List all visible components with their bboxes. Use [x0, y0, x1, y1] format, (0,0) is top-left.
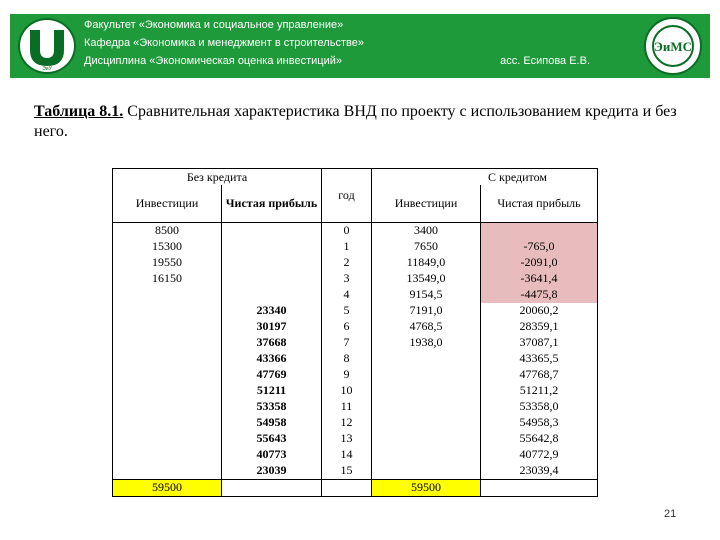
year-cell: 1	[322, 239, 372, 255]
profit-without-cell: 23039	[222, 463, 322, 480]
investments-with-cell	[372, 447, 481, 463]
investments-without-cell	[113, 303, 222, 319]
profit-without-cell: 40773	[222, 447, 322, 463]
profit-with-cell	[481, 222, 598, 239]
year-cell: 8	[322, 351, 372, 367]
irr-comparison-table	[112, 168, 598, 497]
investments-with-cell: 13549,0	[372, 271, 481, 287]
investments-without-cell	[113, 319, 222, 335]
year-cell: 6	[322, 319, 372, 335]
year-cell: 9	[322, 367, 372, 383]
table-row	[113, 271, 598, 287]
profit-without-cell: 23340	[222, 303, 322, 319]
table-row	[113, 367, 598, 383]
total-empty-cell	[322, 479, 372, 496]
header-profit-without: Чистая прибыль	[222, 185, 322, 222]
table-row	[113, 351, 598, 367]
header-investments-with: Инвестиции	[372, 185, 481, 222]
faculty-name: Факультет «Экономика и социальное управление»	[84, 19, 344, 31]
year-cell: 5	[322, 303, 372, 319]
profit-with-cell: 51211,2	[481, 383, 598, 399]
profit-without-cell	[222, 287, 322, 303]
year-cell: 2	[322, 255, 372, 271]
table-row	[113, 239, 598, 255]
svg-text:ЭиУ: ЭиУ	[42, 66, 52, 72]
table-row	[113, 415, 598, 431]
profit-with-cell: -3641,4	[481, 271, 598, 287]
profit-without-cell	[222, 222, 322, 239]
profit-without-cell: 30197	[222, 319, 322, 335]
profit-with-cell: 37087,1	[481, 335, 598, 351]
table-row	[113, 463, 598, 480]
profit-with-cell: -765,0	[481, 239, 598, 255]
profit-with-cell: 20060,2	[481, 303, 598, 319]
table-row	[113, 255, 598, 271]
table-row	[113, 303, 598, 319]
table-row	[113, 399, 598, 415]
department-name: Кафедра «Экономика и менеджмент в строительстве»	[84, 37, 364, 49]
department-logo	[644, 17, 702, 75]
profit-with-cell: 55642,8	[481, 431, 598, 447]
table-row	[113, 287, 598, 303]
investments-with-cell: 4768,5	[372, 319, 481, 335]
profit-with-cell: 47768,7	[481, 367, 598, 383]
profit-with-cell: 53358,0	[481, 399, 598, 415]
year-cell: 3	[322, 271, 372, 287]
year-cell: 11	[322, 399, 372, 415]
investments-without-cell	[113, 351, 222, 367]
discipline-name: Дисциплина «Экономическая оценка инвестиций»	[84, 55, 342, 67]
profit-with-cell: -4475,8	[481, 287, 598, 303]
investments-without-cell	[113, 415, 222, 431]
profit-without-cell: 51211	[222, 383, 322, 399]
investments-with-cell: 9154,5	[372, 287, 481, 303]
profit-without-cell: 54958	[222, 415, 322, 431]
faculty-logo	[18, 18, 76, 74]
header-without-credit: Без кредита	[113, 169, 322, 186]
profit-with-cell: 54958,3	[481, 415, 598, 431]
investments-with-cell: 7191,0	[372, 303, 481, 319]
total-empty-cell	[222, 479, 322, 496]
investments-with-cell	[372, 399, 481, 415]
total-investments-without: 59500	[113, 479, 222, 496]
investments-with-cell	[372, 383, 481, 399]
profit-with-cell: 23039,4	[481, 463, 598, 480]
table-row	[113, 383, 598, 399]
investments-with-cell	[372, 463, 481, 480]
year-cell: 14	[322, 447, 372, 463]
table-row	[113, 222, 598, 239]
table-row	[113, 319, 598, 335]
profit-with-cell: -2091,0	[481, 255, 598, 271]
table-row	[113, 335, 598, 351]
year-cell: 10	[322, 383, 372, 399]
investments-without-cell: 15300	[113, 239, 222, 255]
header-profit-with: Чистая прибыль	[481, 185, 598, 222]
totals-row	[113, 479, 598, 496]
table-row	[113, 431, 598, 447]
year-cell: 7	[322, 335, 372, 351]
total-empty-cell	[481, 479, 598, 496]
page-number: 21	[664, 508, 677, 520]
profit-without-cell	[222, 239, 322, 255]
profit-without-cell	[222, 271, 322, 287]
header-investments-without: Инвестиции	[113, 185, 222, 222]
svg-text:ЭиМС: ЭиМС	[654, 39, 692, 54]
caption-label: Таблица 8.1.	[34, 103, 124, 120]
table-row	[113, 447, 598, 463]
investments-without-cell	[113, 367, 222, 383]
profit-with-cell: 40772,9	[481, 447, 598, 463]
year-cell: 15	[322, 463, 372, 480]
investments-without-cell: 16150	[113, 271, 222, 287]
investments-without-cell	[113, 335, 222, 351]
year-cell: 13	[322, 431, 372, 447]
author-name: асс. Есипова Е.В.	[500, 55, 590, 67]
investments-with-cell: 11849,0	[372, 255, 481, 271]
year-cell: 12	[322, 415, 372, 431]
investments-with-cell: 3400	[372, 222, 481, 239]
investments-with-cell	[372, 367, 481, 383]
investments-with-cell	[372, 431, 481, 447]
investments-with-cell	[372, 415, 481, 431]
investments-without-cell	[113, 287, 222, 303]
investments-without-cell: 19550	[113, 255, 222, 271]
profit-without-cell: 43366	[222, 351, 322, 367]
profit-without-cell: 47769	[222, 367, 322, 383]
year-cell: 0	[322, 222, 372, 239]
profit-without-cell: 55643	[222, 431, 322, 447]
investments-without-cell	[113, 383, 222, 399]
profit-without-cell: 37668	[222, 335, 322, 351]
slide-header	[10, 14, 710, 78]
profit-with-cell: 43365,5	[481, 351, 598, 367]
header-year: год	[322, 169, 372, 223]
caption-text: Сравнительная характеристика ВНД по проекту с использованием кредита и без него.	[34, 103, 677, 140]
investments-without-cell	[113, 431, 222, 447]
investments-with-cell: 7650	[372, 239, 481, 255]
header-with-credit: С кредитом	[372, 169, 598, 186]
investments-without-cell	[113, 447, 222, 463]
investments-without-cell: 8500	[113, 222, 222, 239]
profit-without-cell: 53358	[222, 399, 322, 415]
profit-without-cell	[222, 255, 322, 271]
investments-without-cell	[113, 399, 222, 415]
table-caption	[34, 102, 694, 142]
year-cell: 4	[322, 287, 372, 303]
investments-without-cell	[113, 463, 222, 480]
investments-with-cell	[372, 351, 481, 367]
investments-with-cell: 1938,0	[372, 335, 481, 351]
total-investments-with: 59500	[372, 479, 481, 496]
profit-with-cell: 28359,1	[481, 319, 598, 335]
